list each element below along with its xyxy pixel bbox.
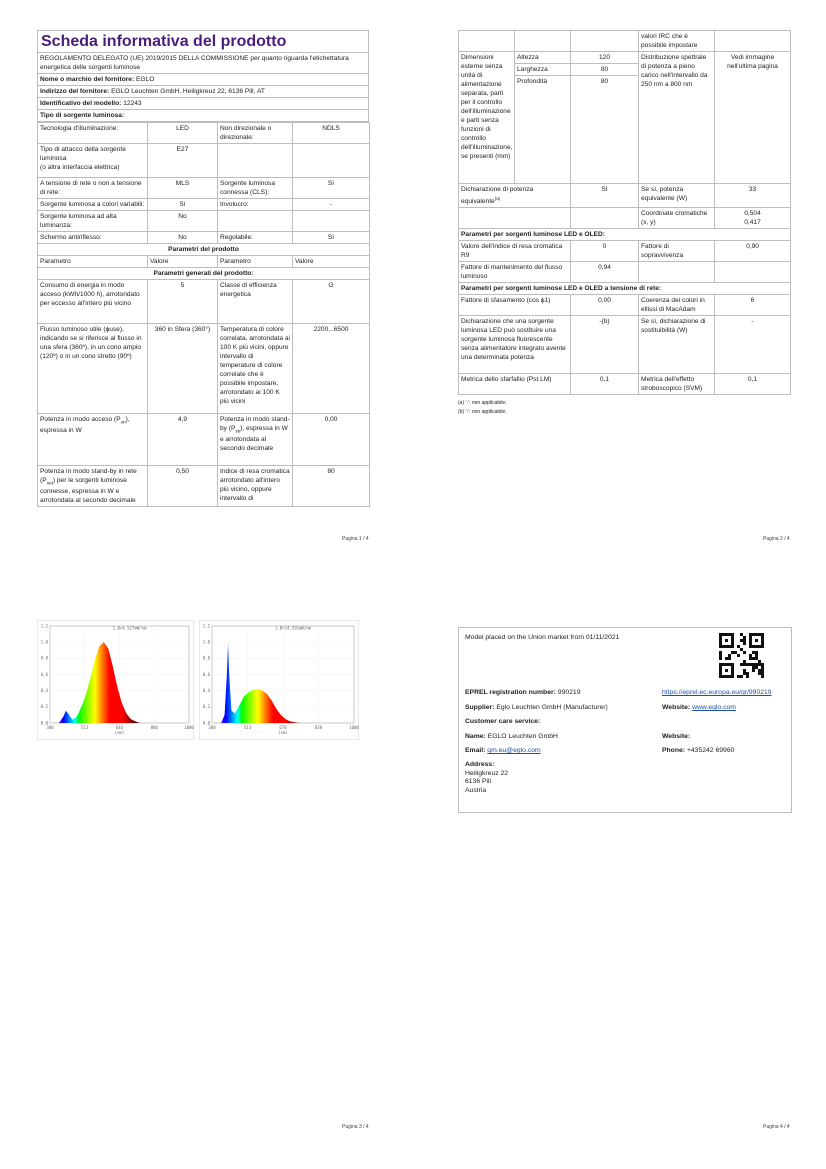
website-link[interactable]: www.eglo.com <box>692 704 736 711</box>
x-tick-label: 1000 <box>349 725 359 730</box>
table-row: Flusso luminoso utile (ɸuse), indicando se si riferisce al flusso in una sfera (360º), in un cono ampio (120º) o in un cono stretto (90º) 360 in Sfera (360°) Temperatura di colore correlata, arrotondata ai 100 K più vicini, oppure intervallo di temperature di colore correlate che è possibile impostare, arrotondato ai 100 K più vicini 2200...6500 <box>38 324 370 414</box>
y-tick-label: 0.8 <box>40 655 48 661</box>
y-tick-label: 0.8 <box>202 655 210 661</box>
source-type-heading: Tipo di sorgente luminosa: <box>37 110 369 122</box>
y-tick-label: 0.0 <box>202 720 210 726</box>
table-row: valori IRC che è possibile impostare <box>459 31 791 52</box>
y-tick-label: 0.6 <box>40 671 48 677</box>
data-point <box>280 715 281 716</box>
website-label-2: Website: <box>662 733 691 740</box>
data-point <box>231 711 232 712</box>
table-row: Consumo di energia in modo acceso (kWh/1000 h), arrotondato per eccesso all'intero più vicino 5 Classe di efficienza energetica G <box>38 280 370 324</box>
supplier-row: Supplier: Eglo Leuchten GmbH (Manufacturer) <box>465 704 608 711</box>
email-link[interactable]: qm.eu@eglo.com <box>487 747 541 754</box>
email-row: Email: qm.eu@eglo.com <box>465 747 541 754</box>
x-tick-label: 830 <box>314 725 323 730</box>
data-point <box>135 721 136 722</box>
x-tick-label: 670 <box>279 725 287 730</box>
data-point <box>253 690 254 691</box>
data-point <box>72 720 73 721</box>
table-row: Parametri generali del prodotto: <box>38 268 370 280</box>
supplier-name-row: Nome o marchio del fornitore: EGLO <box>37 74 369 86</box>
table-row: Larghezza 80 <box>459 64 791 76</box>
data-point <box>113 666 114 667</box>
page-number-4: Pagina 4 / 4 <box>763 1124 790 1130</box>
data-point <box>126 713 127 714</box>
data-point <box>65 711 66 712</box>
data-point <box>117 686 118 687</box>
table-row: Valore dell'indice di resa cromatica R9 0 Fattore di sopravvivenza 0,90 <box>459 241 791 262</box>
table-row: A tensione di rete o non a tensione di rete: MLS Sorgente luminosa connessa (CLS): Sì <box>38 178 370 199</box>
data-point <box>224 715 225 716</box>
spectrum-chart-2 <box>199 620 359 740</box>
data-point <box>221 723 222 724</box>
page-number-3: Pagina 3 / 4 <box>342 1124 369 1130</box>
table-row: Dimensioni esterne senza unità di alimentazione separata, parti per il controllo dell'illuminazione e parti senza funzioni di controllo dell'illuminazione, se presenti (mm) Altezza 120 Distribuzione spettrale di potenza a pieno carico nell'intervallo da 250 nm a 800 nm Vedi immagine nell'ultima pagina <box>459 52 791 64</box>
x-tick-label: 646 <box>115 725 124 730</box>
data-point <box>299 723 300 724</box>
table-row: Sorgente luminosa a colori variabili: Sì Involucro: - <box>38 199 370 211</box>
data-point <box>90 678 91 679</box>
page-title: Scheda informativa del prodotto <box>41 33 287 50</box>
data-point <box>235 713 236 714</box>
website-row: Website: www.eglo.com <box>662 704 736 711</box>
data-point <box>121 703 122 704</box>
x-axis-label: (nm) <box>114 730 125 735</box>
regulation-text: REGOLAMENTO DELEGATO (UE) 2019/2015 DELLA COMMISSIONE per quanto riguarda l'etichettatura energetica delle sorgenti luminose <box>37 53 369 74</box>
table-row: Parametri del prodotto <box>38 244 370 256</box>
y-tick-label: 0.2 <box>40 704 48 710</box>
y-tick-label: 1.0 <box>202 639 210 645</box>
spectrum-chart-1 <box>37 620 194 740</box>
page-4 <box>458 627 792 813</box>
data-point <box>228 644 229 645</box>
data-point <box>248 692 249 693</box>
page-number-2: Pagina 2 / 4 <box>763 536 790 542</box>
table-row: Dichiarazione che una sorgente luminosa LED può sostituire una sorgente luminosa fluorescente senza alimentatore integrato avente una determinata potenza -(b) Se sì, dichiarazione di sostituibilità (W) - <box>459 316 791 374</box>
data-point <box>81 707 82 708</box>
eprel-row: EPREL registration number: 990219 <box>465 689 581 696</box>
data-point <box>139 723 140 724</box>
table-row: Potenza in modo acceso $(P_{on})$, espressa in W 4,9 Potenza in modo stand-by $(P_{sb})$, espressa in W e arrotondata al secondo decimale 0,00 <box>38 414 370 466</box>
x-tick-label: 880 <box>150 725 158 730</box>
data-point <box>77 716 78 717</box>
product-table-cont <box>458 30 791 395</box>
data-point <box>271 700 272 701</box>
data-point <box>262 690 263 691</box>
data-point <box>63 716 64 717</box>
model-id-row: Identificativo del modello: 12243 <box>37 98 369 110</box>
y-tick-label: 1.2 <box>202 623 210 629</box>
table-row: Coordinate cromatiche (x, y) 0,504 0,417 <box>459 208 791 229</box>
market-date-text: Model placed on the Union market from 01/11/2021 <box>465 634 620 641</box>
phone-row: Phone: +435242 69960 <box>662 747 735 754</box>
page-number-1: Pagina 1 / 4 <box>342 536 369 542</box>
table-row: Tipo di attacco della sorgente luminosa (o altra interfaccia elettrica) E27 <box>38 144 370 178</box>
data-point <box>229 674 230 675</box>
x-tick-label: 1000 <box>184 725 194 730</box>
data-point <box>239 705 240 706</box>
customer-care-heading: Customer care service: <box>465 718 541 725</box>
x-tick-label: 380 <box>46 725 54 730</box>
y-tick-label: 0.4 <box>202 687 210 693</box>
table-row: Sorgente luminosa ad alta luminanza: No <box>38 211 370 232</box>
eprel-link[interactable]: https://eprel.ec.europa.eu/qr/990219 <box>662 689 772 696</box>
data-point <box>285 719 286 720</box>
chart-title: 1.0=4.527mW/nm <box>112 625 147 631</box>
data-point <box>244 696 245 697</box>
name-row: Name: EGLO Leuchten GmbH <box>465 733 558 740</box>
page-2 <box>458 30 790 417</box>
data-point <box>99 646 100 647</box>
table-row: Schermo antiriflesso: No Regolabile: Sì <box>38 232 370 244</box>
data-point <box>290 721 291 722</box>
address-block: Address: Heiligkreuz 22 6136 Pill Austria <box>465 761 509 794</box>
y-tick-label: 1.0 <box>40 639 48 645</box>
footnotes: (a) '-': non applicabile; (b) '-': non applicabile; <box>458 400 507 416</box>
data-point <box>294 722 295 723</box>
x-axis-label: (nm) <box>278 730 288 735</box>
data-point <box>86 694 87 695</box>
table-row: Fattore di mantenimento del flusso luminoso 0,94 <box>459 262 791 283</box>
y-tick-label: 0.4 <box>40 687 48 693</box>
table-row: Parametri per sorgenti luminose LED e OLED a tensione di rete: <box>459 283 791 295</box>
table-row: Fattore di sfasamento (cos ɸ1) 0,00 Coerenza dei colori in ellissi di MacAdam 6 <box>459 295 791 316</box>
chart-title: 1.0=14.591mW/nm <box>274 625 312 631</box>
product-table <box>37 122 370 507</box>
table-row: Dichiarazione di potenza equivalente$^{(a)}$ Sì Se sì, potenza equivalente (W) 33 <box>459 184 791 208</box>
y-tick-label: 0.0 <box>40 720 48 726</box>
title-box <box>37 30 369 53</box>
y-tick-label: 0.2 <box>202 704 210 710</box>
y-tick-label: 1.2 <box>40 623 48 629</box>
data-point <box>276 708 277 709</box>
data-point <box>267 694 268 695</box>
table-row: Parametro Valore Parametro Valore <box>38 256 370 268</box>
page-1 <box>37 30 369 507</box>
data-point <box>95 660 96 661</box>
table-row: Tecnologia d'illuminazione: LED Non direzionale o direzionale: NDLS <box>38 123 370 144</box>
qr-code-icon <box>719 633 764 678</box>
data-point <box>130 719 131 720</box>
supplier-address-row: Indirizzo del fornitore: EGLO Leuchten GmbH, Heiligkreuz 22, 6136 Pill, AT <box>37 86 369 98</box>
x-tick-label: 513 <box>243 725 252 730</box>
data-point <box>59 723 60 724</box>
data-point <box>227 674 228 675</box>
qr-module <box>761 675 764 678</box>
table-row: Parametri per sorgenti luminose LED e OLED: <box>459 229 791 241</box>
table-row: Metrica dello sfarfallio (Pst LM) 0,1 Metrica dell'effetto stroboscopico (SVM) 0,1 <box>459 374 791 395</box>
data-point <box>68 713 69 714</box>
table-row: Potenza in modo stand-by in rete $(P_{net})$ per le sorgenti luminose connesse, espressa in W e arrotondata al secondo decimale 0,50 Indice di resa cromatica arrotondato all'intero più vicino, oppure intervallo di 80 <box>38 466 370 507</box>
x-tick-label: 513 <box>81 725 89 730</box>
y-tick-label: 0.6 <box>202 671 210 677</box>
x-tick-label: 380 <box>208 725 216 730</box>
data-point <box>108 648 109 649</box>
data-point <box>258 689 259 690</box>
table-row: Profondità 80 <box>459 76 791 184</box>
data-point <box>104 642 105 643</box>
